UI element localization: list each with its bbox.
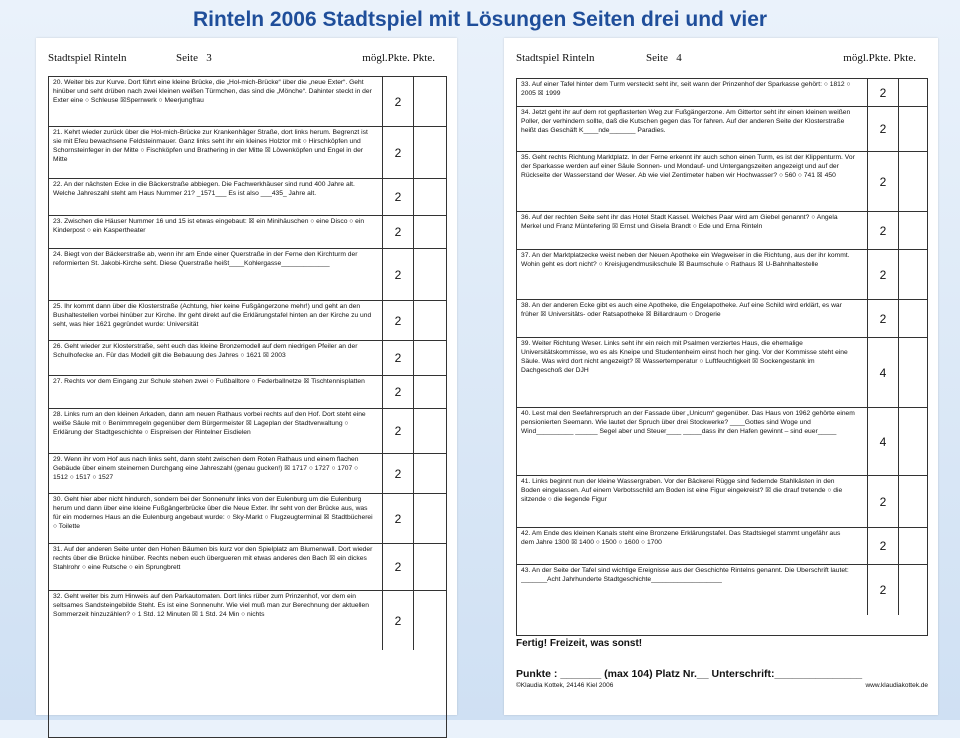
question-row: [49, 249, 446, 301]
finish-text: Fertig! Freizeit, was sonst!: [516, 638, 643, 649]
question-text: [53, 496, 374, 541]
question-number: 41.: [521, 478, 533, 485]
possible-points: 2: [867, 565, 899, 615]
possible-points: 2: [382, 454, 414, 493]
question-body: Weiter bis zur Kurve. Dort führt eine kleine Brücke, die „Hol-mich-Brücke“ über die „neue Exter“. Geht hinüber und seht drüben nach zwei kleinen weißen Türmchen, das sind die „Mönche“. Dahinter steckt in der Exter eine ○ Schleuse ☒Sperrwerk ○ Meerjungfrau: [53, 79, 372, 104]
question-number: 21.: [53, 129, 65, 136]
question-body: Rechts vor dem Eingang zur Schule stehen zwei ○ Fußballtore ○ Federballnetze ☒ Tischtennisplatten: [64, 378, 365, 385]
question-number: 37.: [521, 252, 532, 259]
question-body: Am Ende des kleinen Kanals steht eine Bronzene Erklärungstafel. Das Stadtsiegel stammt ungefähr aus dem Jahre 1300 ☒ 1400 ○ 1500 ○ 1600 ○ 1700: [521, 530, 841, 546]
possible-points: 2: [382, 301, 414, 340]
question-text: [53, 343, 374, 373]
question-body: Kehrt wieder zurück über die Hol-mich-Brücke zur Krankenhäger Straße, dort links herum. Begrenzt ist sie mit Efeu bewachsene Feldsteinmauer. Ganz links seht ihr ein kleines Holztor mit ○ Hirschköpfen und Schornsteinfeger in der Mitte ○ Fischköpfen und Brathering in der Mitte ☒ Löwenköpfen und Engel in der Mitte: [53, 129, 368, 163]
question-body: Geht rechts Richtung Marktplatz. In der Ferne erkennt ihr auch schon einen Turm, es ist der Klippenturm. Vor der Sparkasse werden auf einer Säule Sonnen- und Mondauf- und Untergangszeiten angezeigt und auf der Rückseite der Wasserstand der Weser. Ab wie viel Zentimeter haben wir Hochwasser? ○ 560 ○ 741 ☒ 450: [521, 154, 855, 179]
question-number: 40.: [521, 410, 533, 417]
possible-points: 2: [382, 494, 414, 543]
possible-points: 4: [867, 408, 899, 475]
possible-points: 2: [382, 409, 414, 453]
possible-points: 2: [382, 376, 414, 408]
possible-points: 2: [382, 591, 414, 650]
question-row: [517, 107, 927, 152]
question-text: [53, 456, 374, 491]
question-text: [521, 214, 855, 247]
possible-points: 2: [867, 528, 899, 564]
question-text: [521, 109, 855, 149]
question-row: [517, 300, 927, 338]
question-number: 22.: [53, 181, 64, 188]
question-body: Lest mal den Seefahrerspruch an der Fassade über „Unicum“ gegenüber. Das Haus von 1962 gehörte einem pensionierten Seemann. Wie lautet der Spruch über drei Stockwerke? ____Gottes sind Woge und Wind__________ ______ Segel aber und Steuer____ _____dass ihr den Hafen gewinnt – sind euer_____: [521, 410, 855, 435]
question-number: 30.: [53, 496, 65, 503]
question-body: Auf einer Tafel hinter dem Turm versteckt seht ihr, seit wann der Prinzenhof der Sparkasse gehört: ○ 1812 ○ 2005 ☒ 1999: [521, 81, 851, 97]
possible-points: 2: [867, 79, 899, 106]
page-label: Seite 3: [176, 52, 212, 64]
copyright: ©Klaudia Kottek, 24146 Kiel 2006: [516, 682, 614, 689]
question-row: [517, 79, 927, 107]
question-row: [49, 341, 446, 376]
question-row: [49, 301, 446, 341]
points-header: mögl.Pkte. Pkte.: [362, 52, 435, 64]
question-row: [517, 408, 927, 476]
question-text: [521, 478, 855, 525]
worksheet-page-4: [504, 38, 938, 715]
question-number: 33.: [521, 81, 532, 88]
question-row: [49, 179, 446, 216]
question-number: 24.: [53, 251, 65, 258]
question-body: Links beginnt nun der kleine Wassergraben. Vor der Bäckerei Rügge sind federnde Stahlkästen in den Boden eingelassen. Auf einem Verbotsschild am Boden ist eine Figur eingekreist? ☒ die drauf tretende ○ die sitzende ○ die liegende Figur: [521, 478, 843, 503]
question-text: [521, 567, 855, 613]
question-number: 43.: [521, 567, 532, 574]
question-text: [53, 411, 374, 451]
website: www.klaudiakottek.de: [865, 682, 928, 689]
page-label: Seite 4: [646, 52, 682, 64]
question-body: Geht weiter bis zum Hinweis auf den Parkautomaten. Dort links rüber zum Prinzenhof, vor dem ein seltsames Sandsteingebilde Steht. Es ist eine Sonnenuhr. Wie viel muß man zur Berechnung der aktuellen Sommerzeit hinzuzählen? ○ 1 Std. 12 Minuten ☒ 1 Std. 24 Min ○ nichts: [53, 593, 369, 618]
question-row: [49, 544, 446, 591]
question-text: [53, 79, 374, 124]
question-number: 34.: [521, 109, 533, 116]
slide-title: Rinteln 2006 Stadtspiel mit Lösungen Seiten drei und vier: [192, 8, 768, 31]
question-body: An der Marktplatzecke weist neben der Neuen Apotheke ein Wegweiser in die Richtung, aus der ihr kommt. Wohin geht es dort nicht? ○ Kreisjugendmusikschule ☒ Baumschule ○ Rathaus ☒ U-Bahnhaltestelle: [521, 252, 850, 268]
possible-points: 2: [382, 249, 414, 300]
possible-points: 2: [382, 544, 414, 590]
game-title: Stadtspiel Rinteln: [48, 52, 127, 64]
question-text: [521, 302, 855, 335]
possible-points: 2: [867, 107, 899, 151]
question-row: [517, 528, 927, 565]
question-row: [49, 409, 446, 454]
question-row: [517, 338, 927, 408]
question-body: Wenn ihr vom Hof aus nach links seht, dann steht zwischen dem Roten Rathaus und einem flachen Gebäude über einem steinernen Durchgang eine Jahreszahl (genau gucken!) ☒ 1717 ○ 1727 ○ 1707 ○ 1512 ○ 1517 ○ 1527: [53, 456, 359, 481]
question-text: [53, 593, 374, 648]
question-text: [521, 530, 855, 562]
question-row: [517, 565, 927, 615]
question-row: [517, 476, 927, 528]
question-body: An der anderen Ecke gibt es auch eine Apotheke, die Engelapotheke. Auf eine Schild wird erklärt, es war früher ☒ Universitäts- oder Ratsapotheke ☒ Billardraum ○ Drogerie: [521, 302, 842, 318]
question-body: An der nächsten Ecke in die Bäckerstraße abbiegen. Die Fachwerkhäuser sind rund 400 Jahre alt. Welche Jahreszahl steht am Haus Nummer 21? _1571___ Es ist also ___435_ Jahre alt.: [53, 181, 355, 197]
question-row: [49, 494, 446, 544]
question-text: [53, 303, 374, 338]
possible-points: 2: [382, 179, 414, 215]
question-body: Biegt von der Bäckerstraße ab, wenn ihr am Ende einer Querstraße in der Ferne den Kirchturm der reformierten St. Jakobi-Kirche seht. Diese Querstraße heißt____Kohlergasse_____________: [53, 251, 358, 267]
question-body: Zwischen die Häuser Nummer 16 und 15 ist etwas eingebaut: ☒ ein Minihäuschen ○ eine Disco ○ ein Kinderpost ○ ein Kaspertheater: [53, 218, 365, 234]
question-body: Jetzt geht ihr auf dem rot gepflasterten Weg zur Fußgängerzone. Am Gittertor seht ihr einen kleinen weißen Poller, der verhindern sollte, daß die Kutschen gegen das Tor fahren. Auf der anderen Seite der Klosterstraße heißt das Geschäft K____nde_______ Paradies.: [521, 109, 851, 134]
question-row: [517, 250, 927, 300]
question-number: 28.: [53, 411, 65, 418]
question-number: 26.: [53, 343, 65, 350]
question-row: [49, 127, 446, 179]
question-number: 42.: [521, 530, 532, 537]
question-body: An der Seite der Tafel sind wichtige Ereignisse aus der Geschichte Rintelns genannt. Die Überschrift lautet: _______Acht Jahrhunderte Stadtgeschichte___________________: [521, 567, 849, 583]
question-text: [521, 410, 855, 473]
question-row: [517, 152, 927, 212]
question-text: [521, 252, 855, 297]
possible-points: 2: [867, 300, 899, 337]
question-body: Links rum an den kleinen Arkaden, dann am neuen Rathaus vorbei rechts auf den Hof. Dort steht eine weiße Säule mit ○ Benimmregeln gegenüber dem Bürgermeister ☒ Lageplan der Stadtverwaltung ○ Erklärung der Stadtgeschichte ○ Eispreisen der Rintelner Eisdielen: [53, 411, 366, 436]
question-text: [53, 129, 374, 176]
possible-points: 4: [867, 338, 899, 407]
points-header: mögl.Pkte. Pkte.: [843, 52, 916, 64]
question-text: [53, 251, 374, 298]
question-body: Geht hier aber nicht hindurch, sondern bei der Sonnenuhr links von der Eulenburg um die Eulenburg herum und dann über eine kleine Fußgängerbrücke über die Neue Exter. Ihr seht von der Brücke aus, was für ein modernes Haus an die Eulenburg angebaut wurde: ○ Sky-Markt ○ Flugzeugterminal ☒ Stadtbücherei ○ Toilette: [53, 496, 373, 530]
possible-points: 2: [867, 476, 899, 527]
question-text: [53, 181, 374, 213]
page-header: [516, 52, 930, 66]
question-row: [517, 212, 927, 250]
worksheet-page-3: [36, 38, 457, 715]
question-body: Auf der anderen Seite unter den Hohen Bäumen bis kurz vor den Spielplatz am Blumenwall. Dort wieder rechts über die Brücke hinüber. Rechts neben euch übergueren mit etwas anderes den Bach ☒ ein dickes Stahlrohr ○ eine Rutsche ○ ein Sprungbrett: [53, 546, 373, 571]
question-row: [49, 591, 446, 650]
question-row: [49, 216, 446, 249]
question-number: 39.: [521, 340, 533, 347]
question-number: 31.: [53, 546, 64, 553]
question-row: [49, 77, 446, 127]
question-table: [516, 78, 928, 636]
game-title: Stadtspiel Rinteln: [516, 52, 595, 64]
question-number: 27.: [53, 378, 65, 385]
possible-points: 2: [867, 212, 899, 249]
score-line: Punkte : _______ (max 104) Platz Nr.__ Unterschrift:_______________: [516, 668, 863, 680]
question-number: 23.: [53, 218, 65, 225]
question-text: [521, 81, 855, 104]
question-body: Weiter Richtung Weser. Links seht ihr ein reich mit Psalmen verziertes Haus, die ehemalige Universitätskommisse, wo es als Kneipe und Studentenheim einst hoch her ging. Vor der Kommisse steht eine Säule. Was wird dort nicht angezeigt? ☒ Wassertemperatur ○ Luftfeuchtigkeit ☒ Sockengestank im Dachgeschoß der DJH: [521, 340, 848, 374]
question-text: [53, 218, 374, 246]
question-number: 25.: [53, 303, 65, 310]
question-number: 36.: [521, 214, 532, 221]
possible-points: 2: [382, 341, 414, 375]
question-text: [53, 378, 374, 406]
question-number: 20.: [53, 79, 65, 86]
question-number: 38.: [521, 302, 532, 309]
question-number: 29.: [53, 456, 65, 463]
question-row: [49, 376, 446, 409]
question-row: [49, 454, 446, 494]
question-number: 35.: [521, 154, 533, 161]
possible-points: 2: [867, 152, 899, 211]
question-body: Auf der rechten Seite seht ihr das Hotel Stadt Kassel. Welches Paar wird am Giebel genannt? ○ Angela Merkel und Franz Müntefering ☒ Ernst und Gisela Brandt ○ Ede und Erna Rinteln: [521, 214, 838, 230]
question-body: Ihr kommt dann über die Klosterstraße (Achtung, hier keine Fußgängerzone mehr!) und geht an den Bushaltestellen vorbei hinüber zur Kirche. Ihr geht direkt auf die Erklärungstafel hinten an der Kirche zu und seht, was hier 1621 gegründet wurde: Universität: [53, 303, 372, 328]
question-body: Geht wieder zur Klosterstraße, seht euch das kleine Bronzemodell auf dem niedrigen Pfeiler an der Schulhofecke an. Für das Modell gilt die Bebauung des Jahres ○ 1621 ☒ 2003: [53, 343, 358, 359]
question-text: [521, 340, 855, 405]
copyright-line: [516, 682, 928, 689]
question-table: [48, 76, 447, 738]
question-number: 32.: [53, 593, 65, 600]
question-text: [53, 546, 374, 588]
page-header: [48, 52, 449, 66]
possible-points: 2: [382, 216, 414, 248]
possible-points: 2: [867, 250, 899, 299]
possible-points: 2: [382, 127, 414, 178]
question-text: [521, 154, 855, 209]
possible-points: 2: [382, 77, 414, 126]
